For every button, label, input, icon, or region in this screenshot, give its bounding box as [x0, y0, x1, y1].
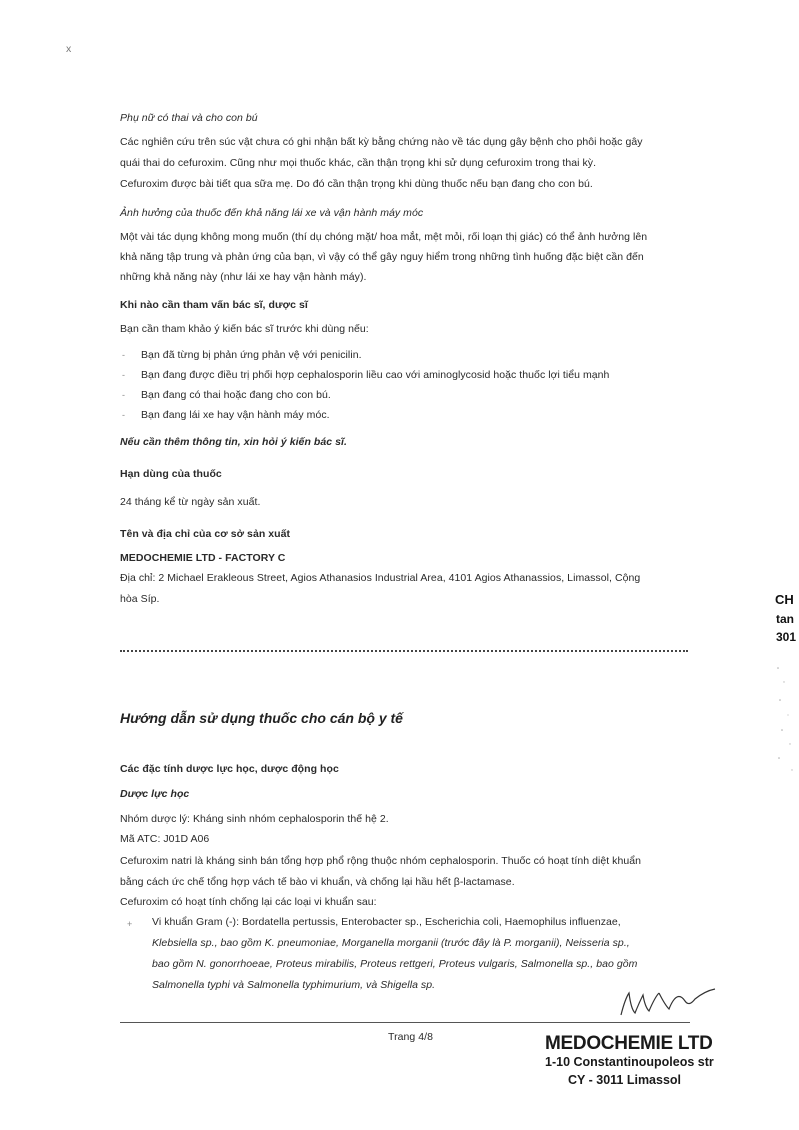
driving-line-2: khả năng tập trung và phản ứng của bạn, vì vậy có thể gây nguy hiểm trong những tình huống đặc biệt cần đến	[120, 251, 644, 263]
pharmacodynamics-subheading: Dược lực học	[120, 788, 190, 800]
pharmacology-heading: Các đặc tính dược lực học, dược động học	[120, 763, 339, 775]
stamp-city: CY - 3011 Limassol	[568, 1073, 682, 1087]
pregnancy-line-2: quái thai do cefuroxim. Cũng như mọi thuốc khác, cần thận trọng khi sử dụng cefuroxim trong thai kỳ.	[120, 157, 597, 169]
professional-guide-title: Hướng dẫn sử dụng thuốc cho cán bộ y tế	[120, 710, 403, 726]
driving-heading: Ảnh hưởng của thuốc đến khả năng lái xe và vận hành máy móc	[120, 207, 424, 219]
manufacturer-name: MEDOCHEMIE LTD - FACTORY C	[120, 552, 286, 564]
corner-mark: x	[66, 43, 72, 55]
consult-item: Bạn đang có thai hoặc đang cho con bú.	[141, 389, 331, 401]
gram-negative-line-1: Vi khuẩn Gram (-): Bordatella pertussis, Enterobacter sp., Escherichia coli, Haemophilus influenzae,	[152, 916, 621, 928]
gram-negative-line-3: bao gồm N. gonorrhoeae, Proteus mirabilis, Proteus rettgeri, Proteus vulgaris, Salmonella sp., bao gồm	[152, 958, 638, 970]
footer-rule	[120, 1022, 690, 1023]
edge-stamp-line-2: tan	[776, 612, 794, 626]
driving-line-3: những khả năng này (như lái xe hay vận hành máy).	[120, 271, 367, 283]
dotted-separator	[120, 650, 688, 652]
stamp-street: 1-10 Constantinoupoleos str	[545, 1055, 714, 1069]
consult-item: Bạn đang được điều trị phối hợp cephalosporin liều cao với aminoglycosid hoặc thuốc lợi tiểu mạnh	[141, 369, 610, 381]
pharmacology-line-3: Cefuroxim natri là kháng sinh bán tổng hợp phổ rộng thuộc nhóm cephalosporin. Thuốc có hoạt tính diệt khuẩn	[120, 855, 642, 867]
expiry-heading: Hạn dùng của thuốc	[120, 468, 222, 480]
gram-negative-line-2: Klebsiella sp., bao gồm K. pneumoniae, Morganella morganii (trước đây là P. morganii), Neisseria sp.,	[152, 937, 630, 949]
bullet-marker: -	[122, 350, 126, 360]
pregnancy-line-3: Cefuroxim được bài tiết qua sữa mẹ. Do đó cần thận trọng khi dùng thuốc nếu bạn đang cho con bú.	[120, 178, 593, 190]
manufacturer-address-2: hòa Síp.	[120, 593, 160, 605]
expiry-text: 24 tháng kể từ ngày sản xuất.	[120, 496, 261, 508]
driving-line-1: Một vài tác dụng không mong muốn (thí dụ chóng mặt/ hoa mắt, mệt mỏi, rối loạn thị giác) có thể ảnh hưởng lên	[120, 231, 648, 243]
manufacturer-address-1: Địa chỉ: 2 Michael Erakleous Street, Agios Athanasios Industrial Area, 4101 Agios Athanassios, Limassol, Cộng	[120, 572, 641, 584]
plus-bullet: +	[127, 919, 133, 929]
consult-item: Bạn đã từng bị phản ứng phản vệ với penicilin.	[141, 349, 362, 361]
more-info-note: Nếu cần thêm thông tin, xin hỏi ý kiến bác sĩ.	[120, 436, 347, 448]
gram-negative-line-4: Salmonella typhi và Salmonella typhimurium, và Shigella sp.	[152, 979, 436, 991]
stamp-company: MEDOCHEMIE LTD	[545, 1033, 713, 1054]
pharmacology-line-5: Cefuroxim có hoạt tính chống lại các loại vi khuẩn sau:	[120, 896, 377, 908]
page-number: Trang 4/8	[388, 1031, 434, 1043]
bullet-marker: -	[122, 410, 126, 420]
signature	[615, 985, 720, 1023]
edge-specks	[770, 660, 799, 780]
edge-stamp-line-1: CH	[775, 592, 794, 607]
manufacturer-heading: Tên và địa chỉ của cơ sở sản xuất	[120, 528, 291, 540]
edge-stamp-line-3: 301	[776, 630, 797, 644]
pharmacology-line-1: Nhóm dược lý: Kháng sinh nhóm cephalosporin thế hệ 2.	[120, 813, 389, 825]
pharmacology-line-2: Mã ATC: J01D A06	[120, 833, 210, 845]
bullet-marker: -	[122, 390, 126, 400]
consult-intro: Bạn cần tham khảo ý kiến bác sĩ trước khi dùng nếu:	[120, 323, 369, 335]
pregnancy-heading: Phụ nữ có thai và cho con bú	[120, 112, 258, 124]
consult-item: Bạn đang lái xe hay vận hành máy móc.	[141, 409, 330, 421]
pharmacology-line-4: bằng cách ức chế tổng hợp vách tế bào vi khuẩn, và chống lại hầu hết β-lactamase.	[120, 876, 515, 888]
pregnancy-line-1: Các nghiên cứu trên súc vật chưa có ghi nhận bất kỳ bằng chứng nào về tác dụng gây bệnh cho phôi hoặc gây	[120, 136, 643, 148]
bullet-marker: -	[122, 370, 126, 380]
consult-heading: Khi nào cần tham vấn bác sĩ, dược sĩ	[120, 299, 308, 311]
